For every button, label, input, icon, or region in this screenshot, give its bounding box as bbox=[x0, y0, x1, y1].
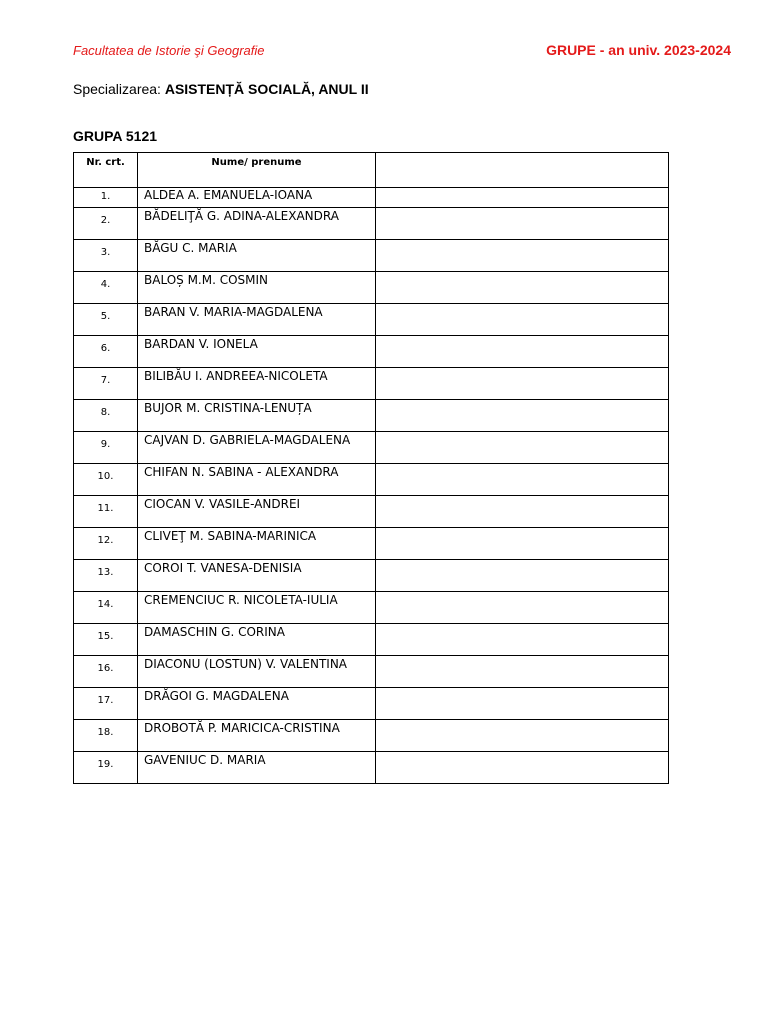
row-number: 13. bbox=[74, 560, 138, 592]
blank-cell bbox=[376, 400, 669, 432]
student-name: DROBOTĂ P. MARICICA-CRISTINA bbox=[138, 720, 376, 752]
student-name: COROI T. VANESA-DENISIA bbox=[138, 560, 376, 592]
table-row bbox=[74, 208, 669, 240]
row-number: 4. bbox=[74, 272, 138, 304]
table-row bbox=[74, 560, 669, 592]
student-name: BALOȘ M.M. COSMIN bbox=[138, 272, 376, 304]
specialization-line bbox=[73, 81, 369, 97]
specialization-label: Specializarea: bbox=[73, 81, 161, 97]
table-header-row bbox=[74, 153, 669, 188]
row-number: 11. bbox=[74, 496, 138, 528]
student-name: CAJVAN D. GABRIELA-MAGDALENA bbox=[138, 432, 376, 464]
blank-cell bbox=[376, 240, 669, 272]
row-number: 15. bbox=[74, 624, 138, 656]
student-name: CIOCAN V. VASILE-ANDREI bbox=[138, 496, 376, 528]
blank-cell bbox=[376, 464, 669, 496]
header-nr: Nr. crt. bbox=[74, 153, 138, 188]
header-blank bbox=[376, 153, 669, 188]
table-row bbox=[74, 720, 669, 752]
header-name: Nume/ prenume bbox=[138, 153, 376, 188]
row-number: 19. bbox=[74, 752, 138, 784]
student-name: BARDAN V. IONELA bbox=[138, 336, 376, 368]
student-name: GAVENIUC D. MARIA bbox=[138, 752, 376, 784]
blank-cell bbox=[376, 496, 669, 528]
student-name: ALDEA A. EMANUELA-IOANA bbox=[138, 188, 376, 208]
table-row bbox=[74, 464, 669, 496]
academic-year-title: GRUPE - an univ. 2023-2024 bbox=[546, 42, 731, 58]
blank-cell bbox=[376, 560, 669, 592]
blank-cell bbox=[376, 432, 669, 464]
student-name: CREMENCIUC R. NICOLETA-IULIA bbox=[138, 592, 376, 624]
table-row bbox=[74, 272, 669, 304]
row-number: 9. bbox=[74, 432, 138, 464]
student-name: CLIVEŢ M. SABINA-MARINICA bbox=[138, 528, 376, 560]
blank-cell bbox=[376, 336, 669, 368]
table-row bbox=[74, 240, 669, 272]
row-number: 5. bbox=[74, 304, 138, 336]
blank-cell bbox=[376, 188, 669, 208]
blank-cell bbox=[376, 368, 669, 400]
blank-cell bbox=[376, 752, 669, 784]
student-name: BUJOR M. CRISTINA-LENUȚA bbox=[138, 400, 376, 432]
row-number: 1. bbox=[74, 188, 138, 208]
student-name: DRĂGOI G. MAGDALENA bbox=[138, 688, 376, 720]
table-row bbox=[74, 688, 669, 720]
row-number: 17. bbox=[74, 688, 138, 720]
blank-cell bbox=[376, 592, 669, 624]
table-row bbox=[74, 304, 669, 336]
blank-cell bbox=[376, 304, 669, 336]
student-name: BILIBĂU I. ANDREEA-NICOLETA bbox=[138, 368, 376, 400]
table-row bbox=[74, 752, 669, 784]
table-row bbox=[74, 496, 669, 528]
blank-cell bbox=[376, 528, 669, 560]
student-name: DIACONU (LOSTUN) V. VALENTINA bbox=[138, 656, 376, 688]
row-number: 2. bbox=[74, 208, 138, 240]
table-row bbox=[74, 592, 669, 624]
row-number: 6. bbox=[74, 336, 138, 368]
row-number: 7. bbox=[74, 368, 138, 400]
row-number: 8. bbox=[74, 400, 138, 432]
row-number: 16. bbox=[74, 656, 138, 688]
row-number: 3. bbox=[74, 240, 138, 272]
table-row bbox=[74, 188, 669, 208]
table-row bbox=[74, 400, 669, 432]
row-number: 10. bbox=[74, 464, 138, 496]
group-title: GRUPA 5121 bbox=[73, 128, 158, 144]
table-row bbox=[74, 656, 669, 688]
row-number: 12. bbox=[74, 528, 138, 560]
blank-cell bbox=[376, 272, 669, 304]
student-name: DAMASCHIN G. CORINA bbox=[138, 624, 376, 656]
blank-cell bbox=[376, 656, 669, 688]
student-table bbox=[73, 152, 669, 784]
student-name: BARAN V. MARIA-MAGDALENA bbox=[138, 304, 376, 336]
table-row bbox=[74, 432, 669, 464]
blank-cell bbox=[376, 720, 669, 752]
table-row bbox=[74, 368, 669, 400]
row-number: 18. bbox=[74, 720, 138, 752]
blank-cell bbox=[376, 208, 669, 240]
student-name: CHIFAN N. SABINA - ALEXANDRA bbox=[138, 464, 376, 496]
student-name: BĂGU C. MARIA bbox=[138, 240, 376, 272]
table-row bbox=[74, 624, 669, 656]
student-name: BĂDELIŢĂ G. ADINA-ALEXANDRA bbox=[138, 208, 376, 240]
row-number: 14. bbox=[74, 592, 138, 624]
faculty-name: Facultatea de Istorie şi Geografie bbox=[73, 43, 265, 58]
specialization-value: ASISTENȚĂ SOCIALĂ, ANUL II bbox=[164, 81, 369, 97]
blank-cell bbox=[376, 688, 669, 720]
table-row bbox=[74, 336, 669, 368]
table-row bbox=[74, 528, 669, 560]
blank-cell bbox=[376, 624, 669, 656]
